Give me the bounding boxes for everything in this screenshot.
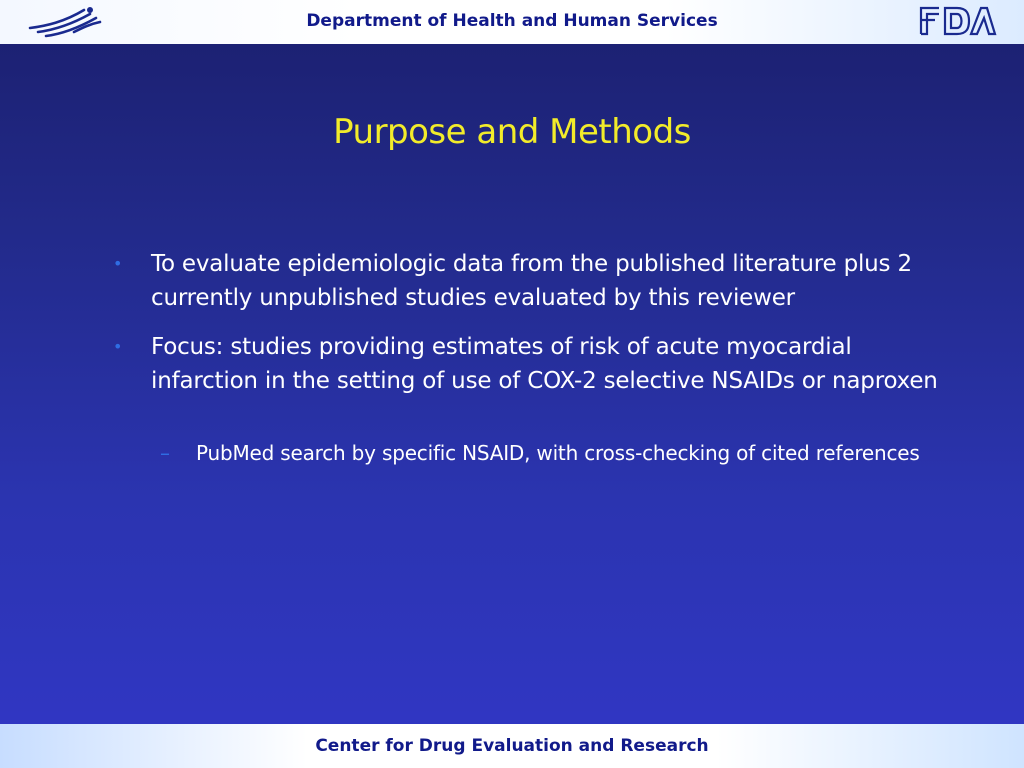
header-title: Department of Health and Human Services: [306, 11, 718, 31]
footer-title: Center for Drug Evaluation and Research: [315, 736, 709, 756]
bullet-marker: •: [113, 254, 123, 273]
bullet-text: Focus: studies providing estimates of risk of acute myocardial infarction in the setting of use of COX-2 selective NSAIDs or naproxen: [151, 334, 938, 394]
slide-title: Purpose and Methods: [333, 112, 691, 152]
sub-bullet-item: [160, 438, 940, 500]
bullet-item: [113, 247, 953, 317]
bullet-text: To evaluate epidemiologic data from the published literature plus 2 currently unpublished studies evaluated by this reviewer: [151, 251, 912, 311]
bullet-item: [113, 330, 953, 434]
sub-bullet-marker: –: [160, 441, 170, 465]
bullet-marker: •: [113, 337, 123, 356]
footer-bar: [0, 724, 1024, 768]
fda-logo-icon: [917, 4, 997, 38]
header-bar: [0, 0, 1024, 44]
sub-bullet-text: PubMed search by specific NSAID, with cross-checking of cited references: [196, 441, 920, 465]
